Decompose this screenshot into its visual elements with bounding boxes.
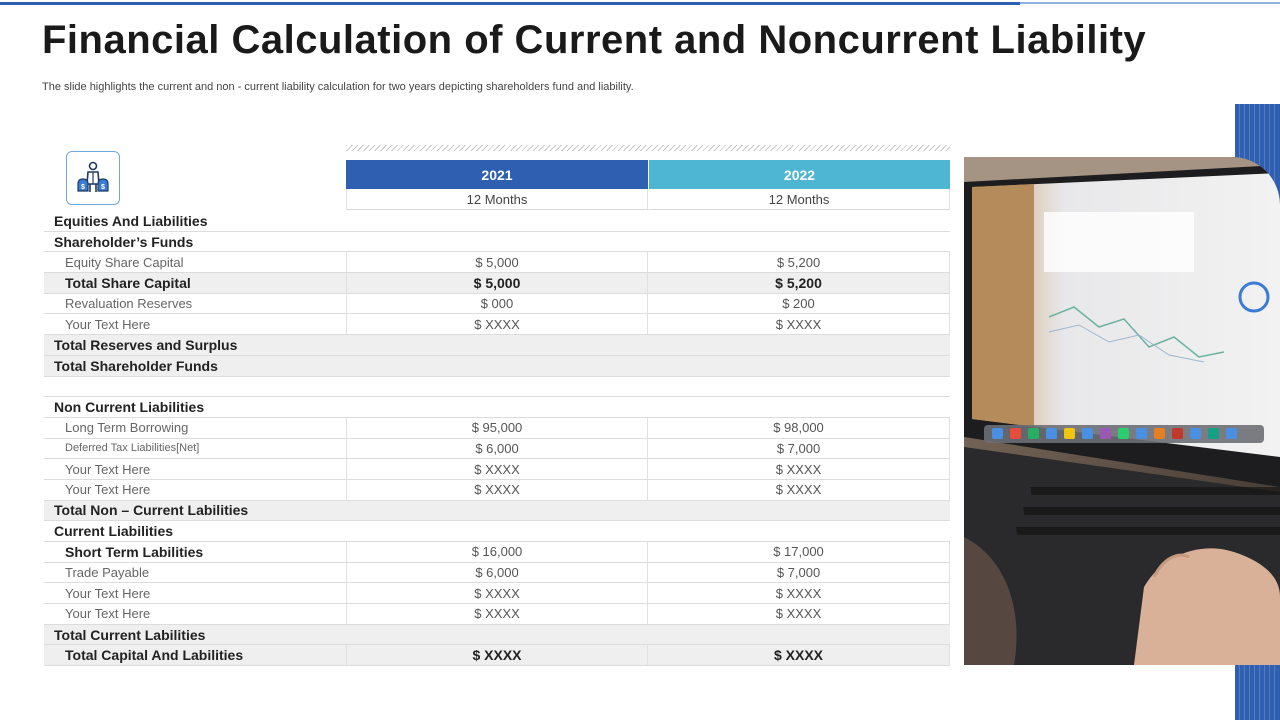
row-label: Your Text Here <box>65 606 151 622</box>
table-row <box>44 439 950 460</box>
table-row <box>44 294 950 315</box>
shareholders-icon <box>66 151 120 205</box>
table-row <box>44 521 950 542</box>
row-label: Total Capital And Labilities <box>65 647 244 664</box>
row-label: Non Current Liabilities <box>54 399 205 416</box>
row-value-2021: $ 95,000 <box>346 418 648 438</box>
svg-text:$: $ <box>101 184 105 191</box>
table-row <box>44 232 950 253</box>
row-label: Total Non – Current Labilities <box>54 502 249 519</box>
year-header-2021: 2021 <box>346 160 648 189</box>
laptop-photo <box>964 157 1280 665</box>
page-title: Financial Calculation of Current and Noncurrent Liability <box>42 18 1147 62</box>
row-value-2022: $ 5,200 <box>648 273 950 293</box>
row-value-2022: $ XXXX <box>648 583 950 603</box>
period-header-2022: 12 Months <box>649 189 950 210</box>
row-value-2022: $ XXXX <box>648 459 950 479</box>
table-row <box>44 459 950 480</box>
row-label: Trade Payable <box>65 565 150 581</box>
row-value-2021: $ 6,000 <box>346 563 648 583</box>
row-value-2021: $ XXXX <box>346 480 648 500</box>
row-label: Shareholder’s Funds <box>54 233 194 250</box>
table-row <box>44 563 950 584</box>
row-label: Long Term Borrowing <box>65 420 189 436</box>
period-header-2021: 12 Months <box>346 189 648 210</box>
table-row-total <box>44 645 950 666</box>
row-value-2022: $ XXXX <box>648 480 950 500</box>
row-value-2021: $ 16,000 <box>346 542 648 562</box>
row-value-2022: $ 98,000 <box>648 418 950 438</box>
row-value-2022: $ 17,000 <box>648 542 950 562</box>
row-label: Current Liabilities <box>54 523 174 540</box>
row-label <box>44 377 346 397</box>
table-row <box>44 604 950 625</box>
row-value-2022: $ XXXX <box>648 314 950 334</box>
table-row <box>44 211 950 232</box>
table-row <box>44 314 950 335</box>
table-row <box>44 356 950 377</box>
laptop-photo-illustration <box>964 157 1280 665</box>
row-value-2022: $ XXXX <box>648 604 950 624</box>
row-label: Deferred Tax Liabilities[Net] <box>65 442 200 455</box>
year-header-2022: 2022 <box>649 160 950 189</box>
table-row <box>44 501 950 522</box>
row-value-2022: $ 5,200 <box>648 252 950 272</box>
table-row <box>44 480 950 501</box>
row-label: Total Shareholder Funds <box>54 357 218 374</box>
row-value-2021: $ XXXX <box>346 459 648 479</box>
row-value-2021: $ XXXX <box>346 583 648 603</box>
table-row <box>44 583 950 604</box>
row-label: Total Share Capital <box>65 274 191 291</box>
top-accent-line-light <box>1020 2 1280 4</box>
svg-text:$: $ <box>81 184 85 191</box>
table-row <box>44 335 950 356</box>
row-value-2022: $ XXXX <box>648 645 950 665</box>
table-row <box>44 542 950 563</box>
row-label: Equities And Liabilities <box>54 212 208 229</box>
row-value-2022: $ 7,000 <box>648 563 950 583</box>
table-row <box>44 418 950 439</box>
row-value-2021: $ XXXX <box>346 645 648 665</box>
row-value-2022: $ 200 <box>648 294 950 314</box>
row-label: Your Text Here <box>65 585 151 601</box>
top-accent-line <box>0 2 1020 5</box>
row-value-2021: $ 6,000 <box>346 439 648 459</box>
row-value-2021: $ 000 <box>346 294 648 314</box>
row-value-2021: $ 5,000 <box>346 273 648 293</box>
row-label: Your Text Here <box>65 482 151 498</box>
row-label: Total Current Labilities <box>54 626 206 643</box>
row-label: Equity Share Capital <box>65 254 184 270</box>
table-row <box>44 625 950 646</box>
row-value-2022: $ 7,000 <box>648 439 950 459</box>
table-row <box>44 252 950 273</box>
row-label: Your Text Here <box>65 461 151 477</box>
page-subtitle: The slide highlights the current and non - current liability calculation for two years depicting shareholders fund and liability. <box>42 81 634 93</box>
header-hatch-decoration <box>346 145 950 151</box>
table-row <box>44 273 950 294</box>
row-label: Your Text Here <box>65 316 151 332</box>
row-value-2021: $ 5,000 <box>346 252 648 272</box>
row-label: Revaluation Reserves <box>65 296 193 312</box>
liability-table <box>44 211 950 666</box>
table-row <box>44 397 950 418</box>
row-value-2021: $ XXXX <box>346 314 648 334</box>
row-label: Short Term Labilities <box>65 543 204 560</box>
row-value-2021: $ XXXX <box>346 604 648 624</box>
shareholders-icon-graphic <box>75 160 111 196</box>
table-row-spacer <box>44 377 950 398</box>
row-label: Total Reserves and Surplus <box>54 336 238 353</box>
